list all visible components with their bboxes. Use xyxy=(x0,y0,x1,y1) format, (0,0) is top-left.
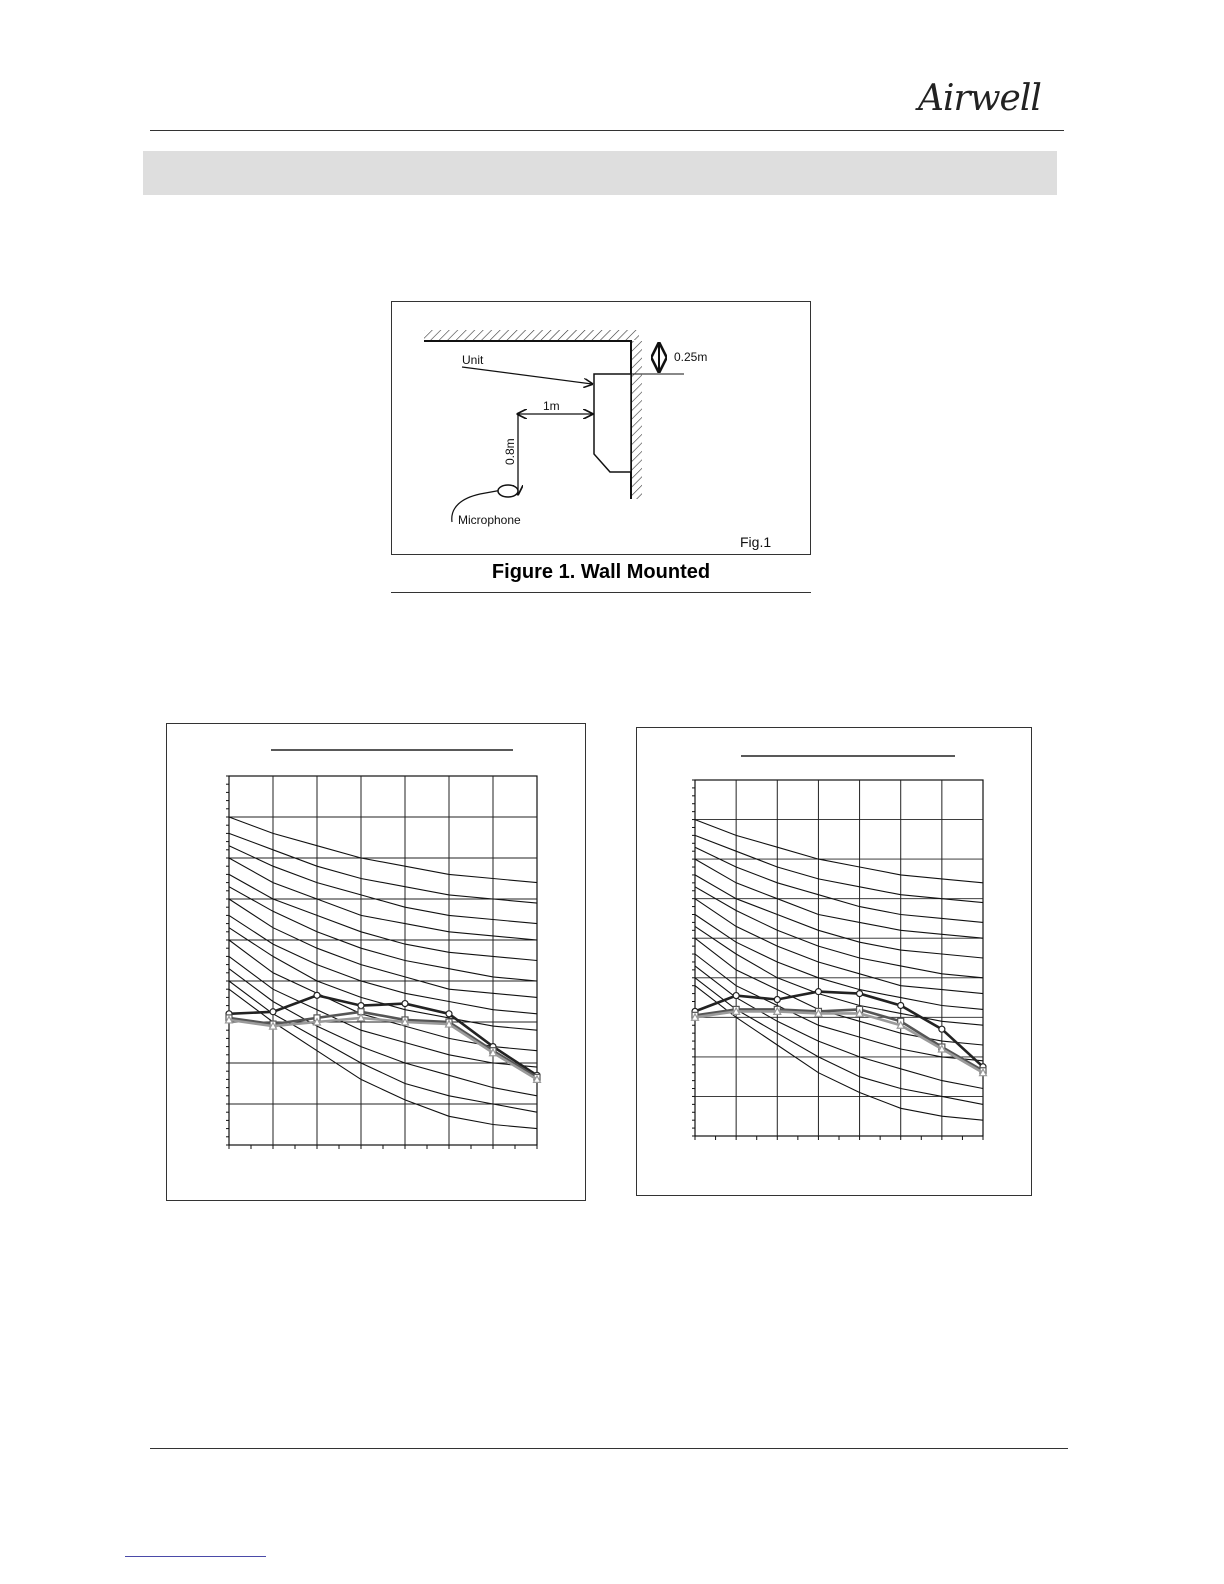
figure-1-diagram xyxy=(391,301,811,555)
data-point-series-1 xyxy=(402,1001,408,1007)
nc-reference-curve xyxy=(695,875,983,958)
noise-chart-1-plot xyxy=(167,724,587,1202)
data-point-series-1 xyxy=(358,1003,364,1009)
microphone-label: Microphone xyxy=(458,513,521,527)
brand-logo: Airwell xyxy=(918,78,1041,119)
unit-pointer xyxy=(462,367,592,384)
data-point-series-1 xyxy=(939,1026,945,1032)
nc-reference-curve xyxy=(229,915,537,1013)
header-divider xyxy=(150,130,1064,131)
noise-chart-2 xyxy=(636,727,1032,1196)
data-point-series-1 xyxy=(774,997,780,1003)
data-point-series-1 xyxy=(815,989,821,995)
nc-reference-curve xyxy=(229,874,537,960)
section-title-bar xyxy=(143,151,1057,195)
indoor-unit-shape xyxy=(594,374,631,472)
footer-link-underline[interactable] xyxy=(125,1556,266,1557)
ceiling-gap-label: 0.25m xyxy=(674,350,708,364)
nc-reference-curve xyxy=(695,820,983,883)
noise-chart-1 xyxy=(166,723,586,1201)
wall-hatch xyxy=(632,341,642,499)
nc-reference-curve xyxy=(695,835,983,902)
figure-number-label: Fig.1 xyxy=(740,534,772,550)
data-point-series-1 xyxy=(733,993,739,999)
figure-1-caption: Figure 1. Wall Mounted xyxy=(491,561,711,583)
footer-divider xyxy=(150,1448,1068,1449)
data-point-series-1 xyxy=(314,992,320,998)
horizontal-distance-label: 1m xyxy=(543,399,560,413)
nc-reference-curve xyxy=(695,899,983,994)
ceiling-hatch xyxy=(424,330,639,340)
noise-chart-2-plot xyxy=(637,728,1033,1197)
nc-reference-curve xyxy=(229,817,537,883)
microphone-icon xyxy=(498,485,518,497)
figure-1-underline xyxy=(391,592,811,593)
vertical-distance-label: 0.8m xyxy=(503,438,517,465)
data-point-series-1 xyxy=(270,1009,276,1015)
nc-reference-curve xyxy=(229,899,537,997)
nc-reference-curve xyxy=(229,833,537,903)
unit-label: Unit xyxy=(462,353,484,367)
data-point-series-1 xyxy=(446,1011,452,1017)
data-point-series-1 xyxy=(857,991,863,997)
nc-reference-curve xyxy=(229,969,537,1096)
data-point-series-1 xyxy=(898,1002,904,1008)
wall-mount-diagram xyxy=(392,302,812,556)
